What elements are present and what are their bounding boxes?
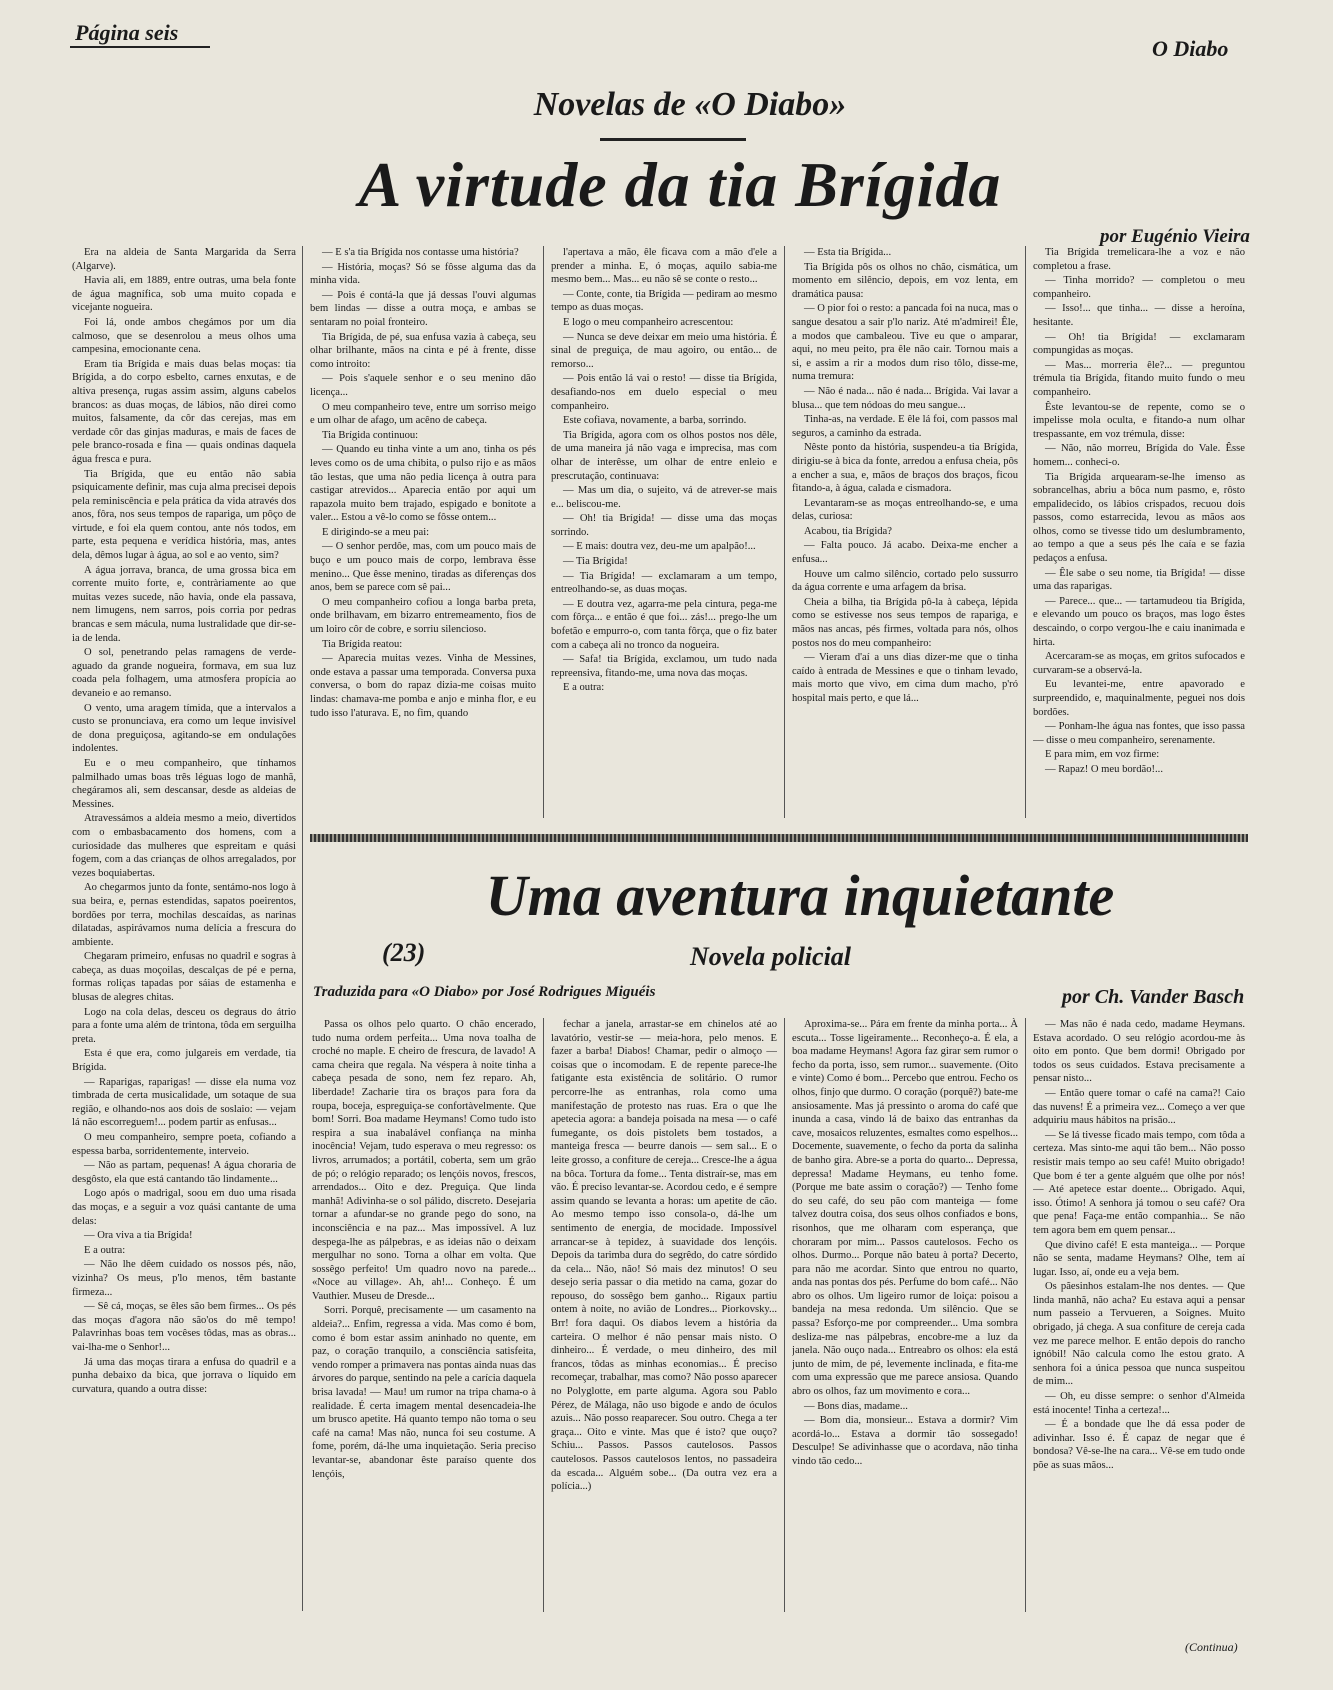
story2-title: Uma aventura inquietante [485, 863, 1115, 928]
story2-column-3 [792, 1018, 1018, 1612]
paragraph: — Oh, eu disse sempre: o senhor d'Almeida está inocente! Tinha a certeza!... [1033, 1391, 1245, 1416]
paragraph: Tia Brígida reatou: [322, 638, 403, 650]
paragraph: Era na aldeia de Santa Margarida da Serra (Algarve). [72, 247, 296, 272]
paragraph: — Não, não morreu, Brígida do Vale. Êsse homem... conheci-o. [1033, 443, 1245, 468]
paragraph: — Não lhe dêem cuidado os nossos pés, não, vizinha? Os meus, p'lo menos, têm bastante firmeza... [72, 1259, 296, 1298]
paragraph: Os pãesinhos estalam-lhe nos dentes. — Que linda manhã, não acha? Eu estava aqui a pensar num passeio a Tervueren, a Soignes. Muito obrigado, já chega. A sua confiture de cereja cada vez me parece melhor. E então depois do rancho ignóbil! Não calcula como lhe estou grato. A senhora foi a única pessoa que nunca suspeitou de mim... [1033, 1281, 1245, 1388]
paragraph: — Mas não é nada cedo, madame Heymans. Estava acordado. O seu relógio acordou-me às oito em ponto. Que bem dormi! Obrigado por todos os seus cuidados. Estava precisamente a pensar nisto... [1033, 1019, 1245, 1085]
paragraph: — Mas um dia, o sujeito, vá de atrever-se mais e... beliscou-me. [551, 485, 777, 510]
story2-column-4 [1033, 1018, 1245, 1628]
paragraph: Houve um calmo silêncio, cortado pelo sussurro da água corrente e uma arfagem da brisa. [792, 568, 1018, 594]
paragraph: — Tia Brígida! [563, 556, 628, 568]
paragraph: — Falta pouco. Já acabo. Deixa-me encher a enfusa... [792, 540, 1018, 566]
paragraph: Eram tia Brígida e mais duas belas moças: tia Brígida, a do corpo esbelto, carnes enxutas, e de altiva presença, rugas assim assim, alguns cabelos brancos: as duas moças, de lábios, não direi como muitos, falsamente, da côr das cerejas, mas em verdade côr das ginjas maduras, e mais de faces de pele branco-rosada e fina — quais ondinas daquela água fresca e pura. [72, 358, 296, 465]
kicker-rule [600, 138, 746, 141]
paragraph: Que divino café! E esta manteiga... — Porque não se senta, madame Heymans? Olhe, tem aí lugar. Isso, aí, onde eu a veja bem. [1033, 1239, 1245, 1278]
story1-column-1 [72, 246, 296, 1611]
paragraph: — Oh! tia Brígida! — disse uma das moças sorrindo. [551, 513, 777, 538]
paragraph: — O pior foi o resto: a pancada foi na nuca, mas o sangue desatou a sair p'lo nariz. Até m'admirei! Êle, a modos que cambaleou. Tive eu que o amparar, aqui, no meu peito, pra êle não cair. Tornou mais a si, e assim a rir a modos dum riso tôlo, disse-me, numa tremura: [792, 303, 1018, 383]
paragraph: Tia Brígida tremelicara-lhe a voz e não completou a frase. [1033, 247, 1245, 272]
paragraph: — Sê cá, moças, se êles são bem firmes... Os pés das moças d'agora não são'os do mê tempo! Palavrinhas boas tem vocêses tôdas, mas as obras... vai-lha-me o Senhor!... [72, 1301, 296, 1353]
paragraph: — Pois então lá vai o resto! — disse tia Brígida, desafiando-nos em duelo especial o meu companheiro. [551, 373, 777, 412]
paragraph: O vento, uma aragem tímida, que a intervalos a custo se pronunciava, era como um leque invisível de dona preguiçosa, agitando-se em ondulações indolentes. [72, 702, 296, 755]
paragraph: Tia Brígida, agora com os olhos postos nos dêle, de uma maneira já não vaga e imprecisa, mas com olhar de interêsse, um olhar de entre enleio e prescrutação, continuava: [551, 429, 777, 482]
paragraph: O meu companheiro, sempre poeta, cofiando a espessa barba, sorridentemente, interveio. [72, 1132, 296, 1157]
paragraph: — Não as partam, pequenas! A água choraria de desgôsto, ela que está cantando tão lindamente... [72, 1160, 296, 1185]
paragraph: Acabou, tia Brígida? [804, 525, 892, 537]
paragraph: — Êle sabe o seu nome, tia Brígida! — disse uma das raparigas. [1033, 567, 1245, 593]
story1-column-5 [1033, 246, 1245, 818]
paragraph: Tinha-as, na verdade. E êle lá foi, com passos mal seguros, a caminho da estrada. [792, 414, 1018, 439]
paragraph: — Bons dias, madame... [804, 1400, 908, 1412]
paragraph: — Esta tia Brígida... [804, 247, 892, 258]
story1-column-3 [551, 246, 777, 818]
paragraph: — Pois s'aquele senhor e o seu menino dão licença... [310, 373, 536, 398]
paragraph: — O senhor perdôe, mas, com um pouco mais de buço e um pouco mais de corpo, lembrava êsse menino... Que êsse menino, tiradas as diferenças dos anos, bem se parece com sê pai... [310, 541, 536, 594]
paragraph: — Nunca se deve deixar em meio uma história. É sinal de preguiça, de mau agoiro, ou então... de remorso... [551, 331, 777, 370]
paragraph: Logo após o madrigal, soou em duo uma risada das moças, e a seguir a voz quási cantante de uma delas: [72, 1188, 296, 1227]
page-label: Página seis [75, 20, 179, 45]
paragraph: Tia Brígida arquearam-se-lhe imenso as sobrancelhas, abriu a bôca num pasmo, e, rôsto empalidecido, os lábios crispados, recuou dois passos, como estarrecida, levou as mãos aos olhos, como se tivesse tido um deslumbramento, ao tempo a que a seus pés lhe caía e se fazia pedaços a enfusa. [1033, 471, 1245, 565]
paragraph: Logo na cola delas, desceu os degraus do átrio para a fonte uma além de trintona, tôda em serguilha preta. [72, 1006, 296, 1045]
paragraph: — Safa! tia Brígida, exclamou, um tudo nada repreensiva, fitando-me, uma nova das moças. [551, 654, 777, 679]
paragraph: — Não é nada... não é nada... Brígida. Vai lavar a blusa... que tem nódoas do meu sangue... [792, 385, 1018, 411]
paragraph: Tia Brígida continuou: [322, 429, 419, 441]
chapter-number: (23) [382, 938, 426, 967]
story1-column-2 [310, 246, 536, 818]
paragraph: O meu companheiro teve, entre um sorriso meigo e um olhar de afago, um acêno de cabeça. [310, 401, 536, 427]
paragraph: Sorri. Porquê, precisamente — um casamento na aldeia?... Enfim, regressa a vida. Mas como é bom, como é bom estar assim aninhado no quente, em paz, o coração tranquilo, a consciência satisfeita, vendo romper a primavera nas pontas ainda nuas das árvores do parque, sentindo na pele a carícia daquela brisa lavada! — Mau! um rumor na tripa chama-o à realidade. É certa imagem mental desencadeia-lhe um brusco apetite. Há quanto tempo não toma o seu café na cama! Mas não, nunca foi seu costume. A fome, porém, dá-lhe uma inquietação. Seria preciso levantar-se, abandonar êste paraíso quente dos lençóis, [312, 1305, 536, 1480]
paragraph: — Raparigas, raparigas! — disse ela numa voz timbrada de certa musicalidade, um sotaque de sua região, e olhando-nos aos dois de soslaio: — vejam lá não escorreguem!... podem partir as enfusas... [72, 1076, 296, 1129]
paragraph: A água jorrava, branca, de uma grossa bica em corrente muito forte, e, contràriamente ao que muitas vezes sucede, não havia, onde ela passava, nem limugens, nem sarros, pois corria por pedras brancas e sem mácula, numa lustralidade que dir-se-ia de lenda. [72, 564, 296, 644]
paragraph: — Ponham-lhe água nas fontes, que isso passa — disse o meu companheiro, serenamente. [1033, 721, 1245, 746]
paragraph: E a outra: [84, 1244, 126, 1256]
paper-name: O Diabo [1152, 36, 1229, 61]
paragraph: Acercaram-se as moças, em gritos sufocados e curvaram-se a observá-la. [1033, 651, 1245, 676]
paragraph: fechar a janela, arrastar-se em chinelos até ao lavatório, vestir-se — meia-hora, pelo menos. E fazer a barba! Diabos! Chamar, pedir o almoço — coisas que o incomodam. E de repente parece-lhe fatigante esta existência de solitário. O rumor percorre-lhe as entranhas, rola como uma manifestação de protesto nas ruas. Era o que lhe apetecia agora: a bandeja poisada na mesa — o café fumegante, os dois pistolets bem tostados, a manteiga fresca — beurre danois — sem sal... E o leite grosso, a confiture de cereja... Cresce-lhe a água na bôca. Tortura da fome... Tenta distraír-se, mas em vão. É preciso levantar-se. Acordou cedo, e é sempre assim quando se levanta a horas: um apetite de cão. Ao mesmo tempo isso consola-o, dá-lhe um sentimento de energia, de mocidade. Impossível arrancar-se à tepidez, à suavidade dos lençóis. Depois da tarimba dura do segrêdo, do catre sórdido da cela... Não, não! Só mais dez minutos! O seu desejo seria passar o dia metido na cama, gozar do repouso, do sossêgo bem ganho... Rigaux partiu ontem à noite, no avião de Londres... Piorkovsky... Brr! fora daqui. Os diabos levem a história da carteira. O melhor é não pensar mais nisto. O dinheiro... É verdade, o meu dinheiro, des mil francos, tôdas as minhas economias... É preciso recomeçar, trabalhar, mas como? Não posso aparecer no Polyglotte, em parte alguma. Agora sou Pablo Pérez, de Málaga, não uso bigode e ando de óculos azuis... Não posso reaparecer. Sou outro. Chega a ter graça... Oito e vinte. Mas que é isto? que ouço? Schiu... Passos. Passos cautelosos. Passos cautelosos. Passos cautelosos lentos, no passadeira da escada... Alguém sobe... (Da outra vez era a polícia...) [551, 1019, 777, 1493]
paragraph: Eu e o meu companheiro, que tínhamos palmilhado umas boas três léguas logo de manhã, chegáramos ali, sem descansar, desde as aldeias de Messines. [72, 757, 296, 810]
paragraph: — Tinha morrido? — completou o meu companheiro. [1033, 275, 1245, 300]
paragraph: — Oh! tia Brígida! — exclamaram compungidas as moças. [1033, 331, 1245, 357]
paragraph: Este cofiava, novamente, a barba, sorrindo. [563, 415, 747, 427]
paragraph: — Parece... que... — tartamudeou tia Brígida, e elevando um pouco os braços, mas logo êstes descaindo, o corpo vergou-lhe e caiu inanimada e hirta. [1033, 595, 1245, 648]
paragraph: Esta é que era, como julgareis em verdade, tia Brígida. [72, 1048, 296, 1074]
translator-credit: Traduzida para «O Diabo» por José Rodrigues Miguéis [313, 984, 656, 1000]
story2-subtitle: Novela policial [690, 942, 852, 971]
paragraph: Passa os olhos pelo quarto. O chão encerado, tudo numa ordem perfeita... Uma nova toalha de croché no maple. E cheiro de frescura, de lavado! A cama cheira que regala. Na véspera à noite tinha a cabeça pesada de sono, nem fez reparo. Ah, liberdade! Zacharie tira os braços para fora da roupa, boceja, espreguiça-se confortàvelmente. Que bom! Sorri. Boa madame Heymans! Como tudo isto respira a sua inabalável confiança na minha inocência! Vejam, tudo esperava o meu regresso: os livros, arrumados; a portátil, coberta, sem um grão de pó; o relógio reparado; os lençóis novos, frescos, arrendados... Oito e dez. Preguiça. Que linda manhã! Adivinha-se o sol pálido, discreto. Desejaria tornar a afundar-se no grande pego do sono, na inconsciência e na paz... Mas impossível. A luz despega-lhe as pálpebras, e as ideias não o deixam mergulhar no sono. Torna a olhar em volta. Que sossêgo perfeito! Um quadro novo na parede... «Noce au village». Ah, ah!... Conheço. É um Vauthier. Museu de Dresde... [312, 1019, 536, 1302]
paragraph: — É a bondade que lhe dá essa poder de adivinhar. Isso é. É capaz de negar que é bondosa? Vê-se-lhe na cara... Vê-se em tudo onde põe as suas mãos... [1033, 1419, 1245, 1471]
paragraph: — Conte, conte, tia Brígida — pediram ao mesmo tempo as duas moças. [551, 288, 777, 314]
story2-column-1 [312, 1018, 536, 1612]
column-rule [784, 1018, 785, 1612]
paragraph: Tia Brígida pôs os olhos no chão, cismática, um momento em silêncio, depois, em voz lenta, em dramática pausa: [792, 261, 1018, 300]
paragraph: — E mais: doutra vez, deu-me um apalpão!... [563, 541, 756, 553]
story2-byline: por Ch. Vander Basch [1062, 986, 1245, 1008]
paragraph: — Mas... morreria êle?... — preguntou trémula tia Brígida, fitando muito fundo o meu companheiro. [1033, 359, 1245, 398]
paragraph: Havia ali, em 1889, entre outras, uma bela fonte de água magnífica, sob uma muito copada e vicejante nogueira. [72, 275, 296, 314]
section-divider [310, 834, 1248, 842]
column-rule [1025, 1018, 1026, 1612]
story1-byline: por Eugénio Vieira [1100, 226, 1250, 247]
paragraph: Ao chegarmos junto da fonte, sentámo-nos logo à sua beira, e, pernas estendidas, sapatos poeirentos, bordões por terra, mochilas descaídas, as narinas dilatadas, aspirávamos numa delícia a frescura do ambiente. [72, 882, 296, 948]
paragraph: — História, moças? Só se fôsse alguma das da minha vida. [310, 261, 536, 287]
paragraph: — Tia Brígida! — exclamaram a um tempo, entreolhando-se, as duas moças. [551, 570, 777, 596]
paragraph: E para mim, em voz firme: [1045, 749, 1160, 761]
paragraph: l'apertava a mão, êle ficava com a mão d'ele a prender a minha. E, ó moças, aquilo sabia-me mesmo bem... Mas... eu não sê se conte o resto... [551, 247, 777, 286]
continued-note: (Continua) [1185, 1640, 1238, 1654]
column-rule [784, 246, 785, 818]
paragraph: — Rapaz! O meu bordão!... [1045, 763, 1163, 775]
paragraph: E a outra: [563, 682, 605, 694]
column-rule [543, 1018, 544, 1612]
paragraph: — Ora viva a tia Brígida! [84, 1230, 193, 1242]
paragraph: Tia Brígida, de pé, sua enfusa vazia à cabeça, seu olhar brilhante, mãos na cinta e pé à frente, disse como introito: [310, 331, 536, 370]
header-underline [70, 46, 210, 48]
paragraph: Eu levantei-me, entre apavorado e surpreendido, e, maquinalmente, peguei nos dois bordões. [1033, 679, 1245, 718]
paragraph: Levantaram-se as moças entreolhando-se, e uma delas, curiosa: [792, 497, 1018, 523]
paragraph: — Isso!... que tinha... — disse a heroína, hesitante. [1033, 303, 1245, 328]
paragraph: Nêste ponto da história, suspendeu-a tia Brígida, dirigiu-se à bica da fonte, arredou a enfusa cheia, pôs a encher a sua, e, mãos de braços dos braços, ficou fitando-a, à água, calada e cismadora. [792, 442, 1018, 495]
paragraph: Êste levantou-se de repente, como se o impelisse mola oculta, e fitando-a num olhar trespassante, em voz trémula, disse: [1033, 401, 1245, 440]
paragraph: O sol, penetrando pelas ramagens de verde-aguado da grande nogueira, formava, em sua luz coada pela folhagem, uma atmosfera propícia ao devaneio e ao remanso. [72, 647, 296, 699]
column-rule [302, 246, 303, 1611]
paragraph: — Aparecia muitas vezes. Vinha de Messines, onde estava a passar uma temporada. Conversa puxa conversa, o bom do rapaz dizia-me coisas muito lindas: chamava-me pomba e anjo e minha flor, e eu tudo isso l'aturava. E, no fim, quando [310, 653, 536, 719]
story1-title: A virtude da tia Brígida [358, 149, 1002, 220]
paragraph: — E doutra vez, agarra-me pela cintura, pega-me com fôrça... e então é que foi... zás!... prego-lhe um bofetão e empurro-o, com tanta fôrça, que o fiz bater com a cabeça ali no tronco da nogueira. [551, 598, 777, 651]
paragraph: Aproxima-se... Pára em frente da minha porta... À escuta... Tosse ligeiramente... Reconheço-a. É ela, a boa madame Heymans! Agora faz girar sem rumor o fecho da porta, isso, sem rumor... suavemente. (Oito e vinte) Como é bom... Percebo que entrou. Fecho os olhos, finjo que durmo. O coração (porquê?) bate-me ansiosamente. Mas já pressinto o aroma do café que inunda a casa, vindo lá de baixo das entranhas da cave, mosaicos reluzentes, esmaltes como espelhos... Docemente, suavemente, o fecho da porta da salinha de banho gira. Abre-se a porta do quarto... Depressa, depressa! Madame Heymans, eu tenho fome. (Porque me bate assim o coração?) — Tenho fome do seu café, do seu pão com manteiga — fome talvez doutra coisa, dos seus olhos confiados e bons, risonhos, que me olharam com esperança, que choraram por mim... Passos cautelosos. Fecho os olhos. Durmo... Porque não bateu à porta? Decerto, para não me acordar. Sinto que entrou no quarto, anda nas pontas dos pés. Perfume do bom café... Não abro os olhos. Um ligeiro rumor de loiça: poisou a bandeja na mesa redonda. Um silêncio. Que se passa? Esforço-me por compreender... Uma sombra desliza-me nas pálpebras, encobre-me a luz da janela. Não ouço nada... Entreabro os olhos: ela está junto de mim, de pé, levemente inclinada, e fita-me com uma expressão que me parece ansiosa. Quando abro os olhos, faz um movimento e cora... [792, 1019, 1018, 1398]
paragraph: — Vieram d'aí a uns dias dizer-me que o tinha caído à entrada de Messines e que o tinham levado, mais morto que vivo, em cima dum macho, p'ró hospital mais perto, e que lá... [792, 652, 1018, 704]
paragraph: Atravessámos a aldeia mesmo a meio, divertidos com o embasbacamento dos homens, com a curiosidade das mulheres que espreitam e quási fogem, com a das crianças de olhos arregalados, por vezes boquiabertas. [72, 813, 296, 879]
paragraph: — Quando eu tinha vinte a um ano, tinha os pés leves como os de uma chibita, o pulso rijo e as mãos tão lestas, que uma não pedia licença à outra para castigar atrevidos... Aparecia então por aqui um rapazola muito bem trajado, espigado e bonitote a valer... Estou a vê-lo como se fôsse ontem... [310, 444, 536, 524]
story2-column-2 [551, 1018, 777, 1612]
story1-column-4 [792, 246, 1018, 818]
column-rule [543, 246, 544, 818]
paragraph: E dirigindo-se a meu pai: [322, 526, 430, 538]
paragraph: — Se lá tivesse ficado mais tempo, com tôda a certeza. Mas sinto-me aqui tão bem... Não posso resistir mais tempo ao seu café! Muito obrigado! Que bom é ter a gente alguém que olhe por nós! — Até apetece estar doente... Obrigado. Aqui, isso. Ótimo! A senhora já tomou o seu café? Ora que pena! Faça-me então companhia... Se não tem agora bem em quem pensar... [1033, 1129, 1245, 1236]
paragraph: — Então quere tomar o café na cama?! Caio das nuvens! É a primeira vez... Começo a ver que adquiriu maus hábitos na prisão... [1033, 1087, 1245, 1127]
paragraph: O meu companheiro cofiou a longa barba preta, onde brilhavam, em bizarro entremeamento, fios de um loiro côr de cobre, e sorriu silencioso. [310, 596, 536, 636]
paragraph: Foi lá, onde ambos chegámos por um dia calmoso, que se desenrolou a meus olhos uma campesina, emocionante cena. [72, 316, 296, 356]
column-rule [1025, 246, 1026, 818]
paragraph: — E s'a tia Brígida nos contasse uma história? [322, 247, 519, 258]
paragraph: Cheia a bilha, tia Brígida pô-la à cabeça, lépida como se estivesse nos seus tempos de rapariga, e mãos nas ancas, pés firmes, voltada para nós, olhos postos nos do meu companheiro: [792, 596, 1018, 649]
paragraph: — Pois é contá-la que já dessas l'ouvi algumas bem lindas — disse a outra moça, e ambas se sentaram no poial fronteiro. [310, 289, 536, 328]
paragraph: Já uma das moças tirara a enfusa do quadril e a punha debaixo da bica, que jorrava o líquido em curvatura, quando a outra disse: [72, 1356, 296, 1395]
paragraph: — Bom dia, monsieur... Estava a dormir? Vim acordá-lo... Estava a dormir tão sossegado! Desculpe! Se adivinhasse que o acordava, não tinha vindo tão cedo... [792, 1415, 1018, 1467]
series-kicker: Novelas de «O Diabo» [533, 86, 847, 123]
paragraph: Tia Brígida, que eu então não sabia psiquicamente definir, mas cuja alma precisei depois pela reminiscência e pela prática da vida através dos anos, fôra, nos seus tempos de rapariga, um pôço de virtude, e foi ela quem contou, ante nós todos, em parte, esta pequena e verídica história, mas, antes dela, dêmos lugar à água, ao sol e ao vento, sim? [72, 468, 296, 562]
paragraph: E logo o meu companheiro acrescentou: [563, 316, 734, 328]
paragraph: Chegaram primeiro, enfusas no quadril e sogras à cabeça, as duas moçoilas, descalças de pé e perna, formas roliças tapadas por sáias de estamenha e blusas de alegres chitas. [72, 951, 296, 1004]
